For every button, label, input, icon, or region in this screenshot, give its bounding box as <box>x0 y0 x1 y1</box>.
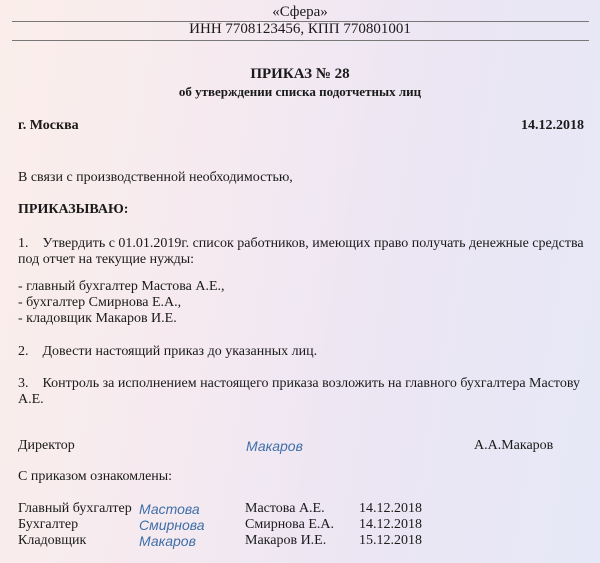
acquainted-name: Макаров И.Е. <box>245 533 327 548</box>
acquainted-name: Мастова А.Е. <box>245 501 325 516</box>
acquainted-name: Смирнова Е.А. <box>245 517 334 532</box>
acquainted-date: 14.12.2018 <box>359 501 422 516</box>
director-name: А.А.Макаров <box>474 438 554 453</box>
inn-kpp: ИНН 7708123456, КПП 770801001 <box>189 21 411 37</box>
company-name: «Сфера» <box>272 4 328 20</box>
acquainted-position: Главный бухгалтер <box>18 501 132 516</box>
intro-text: В связи с производственной необходимостью, <box>18 170 293 185</box>
item-1-line-2: под отчет на текущие нужды: <box>18 252 195 267</box>
order-word: ПРИКАЗЫВАЮ: <box>18 202 129 217</box>
acquainted-date: 14.12.2018 <box>359 517 422 532</box>
item-1-line-1: 1. Утвердить с 01.01.2019г. список работников, имеющих право получать денежные средства <box>18 236 584 251</box>
order-date: 14.12.2018 <box>521 118 584 133</box>
person-item: - главный бухгалтер Мастова А.Е., <box>18 279 225 294</box>
acquainted-label: С приказом ознакомлены: <box>18 469 173 484</box>
acquainted-signature: Макаров <box>139 533 196 549</box>
person-item: - кладовщик Макаров И.Е. <box>18 311 177 326</box>
acquainted-position: Бухгалтер <box>18 517 79 532</box>
acquainted-signature: Смирнова <box>139 517 205 533</box>
item-3-line-1: 3. Контроль за исполнением настоящего приказа возложить на главного бухгалтера Мастову <box>18 376 580 391</box>
order-title: ПРИКАЗ № 28 <box>250 66 350 82</box>
acquainted-signature: Мастова <box>139 501 200 517</box>
acquainted-date: 15.12.2018 <box>359 533 422 548</box>
item-3-line-2: А.Е. <box>18 392 44 407</box>
person-item: - бухгалтер Смирнова Е.А., <box>18 295 182 310</box>
place: г. Москва <box>18 118 79 133</box>
director-label: Директор <box>18 438 75 453</box>
director-signature: Макаров <box>246 438 303 454</box>
acquainted-position: Кладовщик <box>18 533 87 548</box>
item-2: 2. Довести настоящий приказ до указанных лиц. <box>18 344 318 359</box>
header-divider-bottom <box>12 40 589 41</box>
order-subtitle: об утверждении списка подотчетных лиц <box>178 84 422 99</box>
